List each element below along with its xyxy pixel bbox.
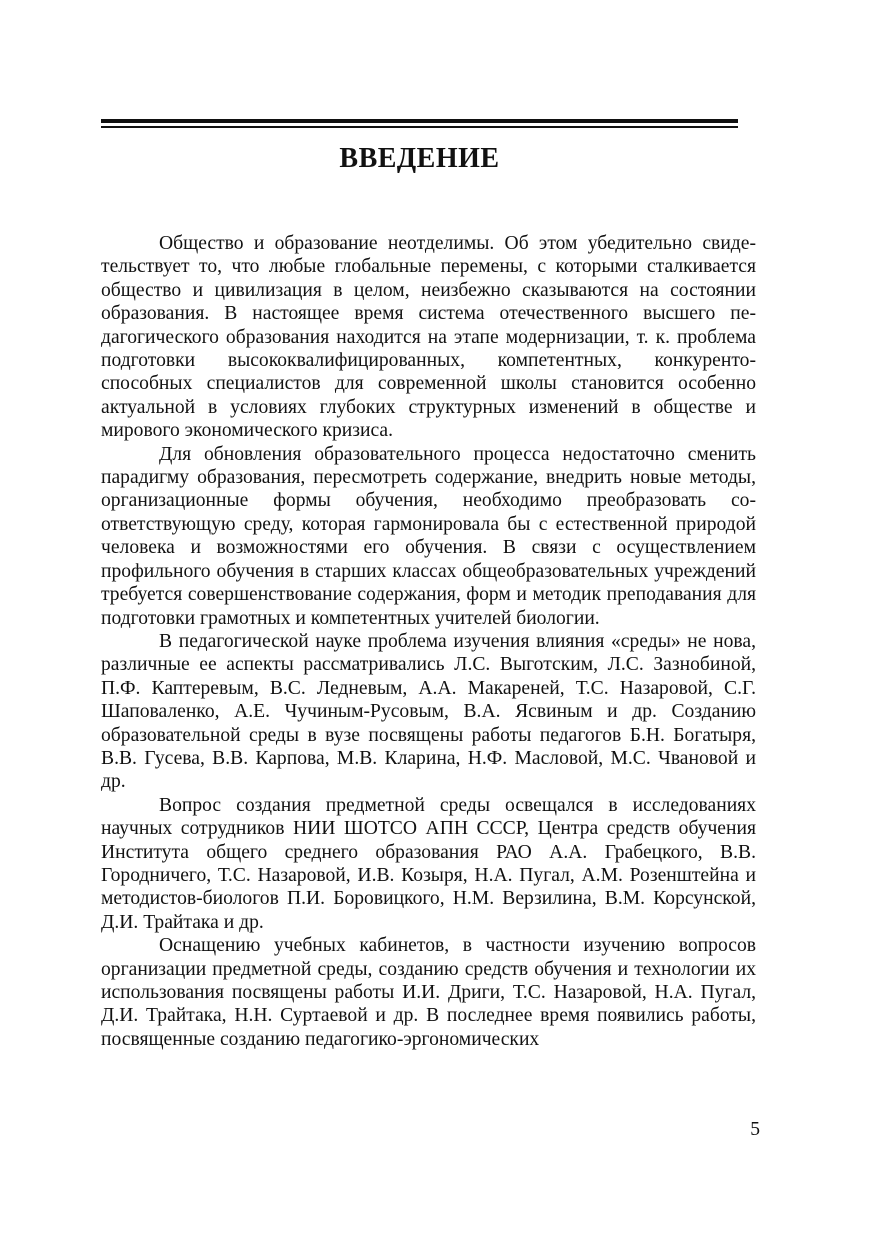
paragraph: Оснащению учебных кабинетов, в частности изучению вопросов организации предметной среды, созданию средств обучения и технологии их использования посвящены работы И.И. Дриги, Т.С. Назаровой, Н.А. Пугал, Д.И. Трайтака, Н.Н. Суртаевой и др. В последнее время появились работы, посвященные созданию педагогико-эргономических — [101, 935, 756, 1050]
paragraph: В педагогической науке проблема изучения влияния «среды» не нова, различные ее аспекты рассматривались Л.С. Выготским, Л.С. Зазнобиной, П.Ф. Каптеревым, В.С. Ледневым, А.А. Макареней, Т.С. Назаровой, С.Г. Шаповаленко, А.Е. Чучиным-Русовым, В.А. Ясвиным и др. Созданию образовательной среды в вузе посвящены работы педагогов Б.Н. Богатыря, В.В. Гусева, В.В. Карпова, М.В. Кларина, Н.Ф. Масловой, М.С. Чвановой и др. — [101, 630, 756, 793]
paragraph: Вопрос создания предметной среды освещался в исследованиях научных сотрудников НИИ ШОТСО АПН СССР, Центра средств обучения Института общего среднего образования РАО А.А. Грабецкого, В.В. Городничего, Т.С. Назаровой, И.В. Козыря, Н.А. Пугал, А.М. Розенштейна и методистов-биологов П.И. Боровицкого, Н.М. Верзилина, В.М. Корсунской, Д.И. Трайтака и др. — [101, 794, 756, 933]
page-number: 5 — [750, 1119, 760, 1140]
body-text — [101, 232, 756, 1051]
chapter-title: ВВЕДЕНИЕ — [339, 143, 500, 174]
header-rule-thin — [101, 126, 738, 128]
header-rule-thick — [101, 119, 738, 123]
paragraph: Общество и образование неотделимы. Об этом убедительно свидетельствует то, что любые глобальные перемены, с которыми сталкивается общество и цивилизация в целом, неизбежно сказываются на состоянии образования. В настоящее время система отечественного высшего педагогического образования находится на этапе модернизации, т. к. проблема подготовки высококвалифицированных, компетентных, конкурентоспособных специалистов для современной школы становится особенно актуальной в условиях глубоких структурных изменений в обществе и мирового экономического кризиса. — [101, 233, 756, 442]
paragraph: Для обновления образовательного процесса недостаточно сменить парадигму образования, пересмотреть содержание, внедрить новые методы, организационные формы обучения, необходимо преобразовать соответствующую среду, которая гармонировала бы с естественной природой человека и возможностями его обучения. В связи с осуществлением профильного обучения в старших классах общеобразовательных учреждений требуется совершенствование содержания, форм и методик преподавания для подготовки грамотных и компетентных учителей биологии. — [101, 443, 756, 629]
